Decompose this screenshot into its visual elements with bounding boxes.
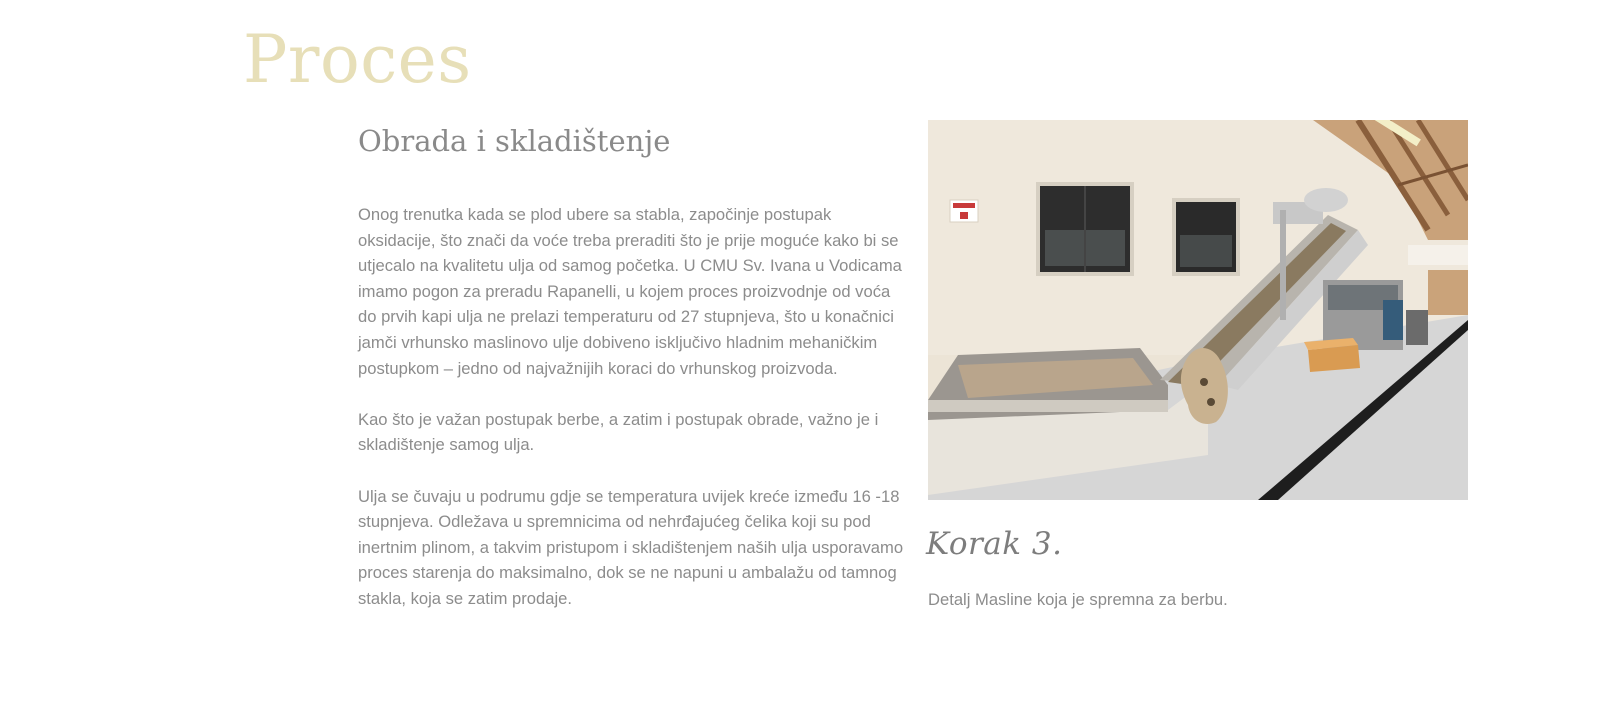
image-caption: Detalj Masline koja je spremna za berbu. [928, 590, 1228, 609]
paragraph-storage: Ulja se čuvaju u podrumu gdje se temperatura uvijek kreće između 16 -18 stupnjeva. Odležava u spremnicima od nehrđajućeg čelika koji su pod inertnim plinom, a takvim pristupom i skladištenjem naših ulja usporavamo proces starenja do maksimalno, dok se ne napuni u ambalažu od tamnog stakla, koja se zatim prodaje. [358, 486, 904, 608]
page-title: Proces [243, 21, 472, 98]
paragraph-harvest: Kao što je važan postupak berbe, a zatim i postupak obrade, važno je i skladištenje samog ulja. [358, 409, 879, 455]
olive-processing-facility-photo [928, 120, 1468, 500]
paragraph-processing: Onog trenutka kada se plod ubere sa stabla, započinje postupak oksidacije, što znači da voće treba preraditi što je prije moguće kako bi se utjecalo na kvalitetu ulja od samog početka. U CMU Sv. Ivana u Vodicama imamo pogon za preradu Rapanelli, u kojem proces proizvodnje od voća do prvih kapi ulja ne prelazi temperaturu od 27 stupnjeva, što u konačnici jamči vrhunsko maslinovo ulje dobiveno isključivo hladnim mehaničkim postupkom – jedno od najvažnijih koraci do vrhunskog proizvoda. [358, 205, 902, 378]
section-body [358, 202, 904, 637]
section-heading: Obrada i skladištenje [358, 124, 671, 158]
step-label: Korak 3. [926, 526, 1063, 562]
